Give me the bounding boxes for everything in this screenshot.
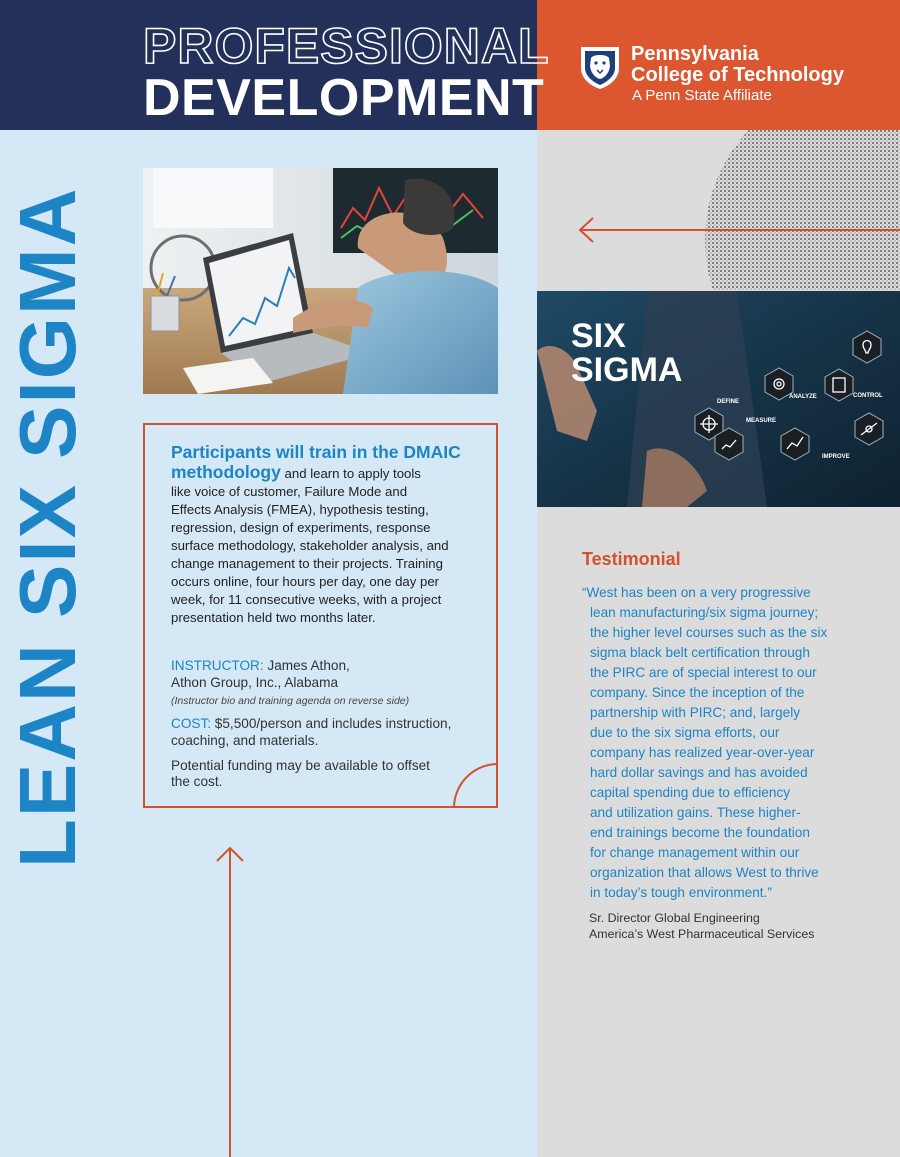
testimonial-quote: “West has been on a very progressive lean manufacturing/six sigma journey; the higher level courses such as the six sigma black belt certification through the PIRC are of special interest to our company. Since the inception of the partnership with PIRC; and, largely due to the six sigma efforts, our company has realized year-over-year hard dollar savings and has avoided capital spending due to efficiency and utilization gains. These higher- end trainings become the foundation for change management within our organization that allows West to thrive in today’s tough environment.” — [582, 585, 828, 900]
logo-college-name: Pennsylvania College of Technology — [631, 43, 844, 86]
instructor-info: INSTRUCTOR: James Athon, Athon Group, Inc., Alabama (Instructor bio and training agenda on reverse side) — [171, 658, 410, 707]
six-text: SIX — [571, 317, 626, 355]
nittany-lion-shield-icon — [579, 44, 621, 90]
corner-arc-decoration — [452, 762, 498, 808]
control-label: CONTROL — [853, 393, 883, 399]
photo-six-sigma-graphic — [537, 291, 900, 507]
improve-label: IMPROVE — [822, 454, 850, 460]
title-professional: PROFESSIONAL — [143, 18, 550, 74]
cost-info: COST: $5,500/person and includes instruction, coaching, and materials. — [171, 716, 452, 748]
define-label: DEFINE — [717, 399, 740, 405]
testimonial-heading: Testimonial — [582, 549, 681, 569]
halftone-dot-decoration — [700, 130, 900, 290]
logo-affiliate: A Penn State Affiliate — [632, 87, 772, 104]
testimonial-attribution: Sr. Director Global Engineering America’s West Pharmaceutical Services — [589, 911, 815, 941]
program-description: Participants will train in the DMAIC methodology and learn to apply tools like voice of customer, Failure Mode and Effects Analysis (FMEA), hypothesis testing, regression, design of experiments, response surface methodology, stakeholder analysis, and change management to their projects. Training occurs online, four hours per day, one day per week, for 11 consecutive weeks, with a project presentation held two months later. — [171, 442, 461, 625]
program-info-box — [143, 423, 498, 808]
sigma-text: SIGMA — [571, 351, 683, 389]
up-arrow-decoration — [215, 845, 245, 1157]
analyze-label: ANALYZE — [789, 394, 817, 400]
measure-label: MEASURE — [746, 418, 777, 424]
photo-man-at-laptop — [143, 168, 498, 394]
funding-note: Potential funding may be available to offset the cost. — [171, 758, 430, 789]
left-arrow-decoration — [577, 216, 900, 244]
vertical-title-lean-six-sigma: LEAN SIX SIGMA — [3, 186, 92, 868]
title-development: DEVELOPMENT — [143, 69, 545, 127]
